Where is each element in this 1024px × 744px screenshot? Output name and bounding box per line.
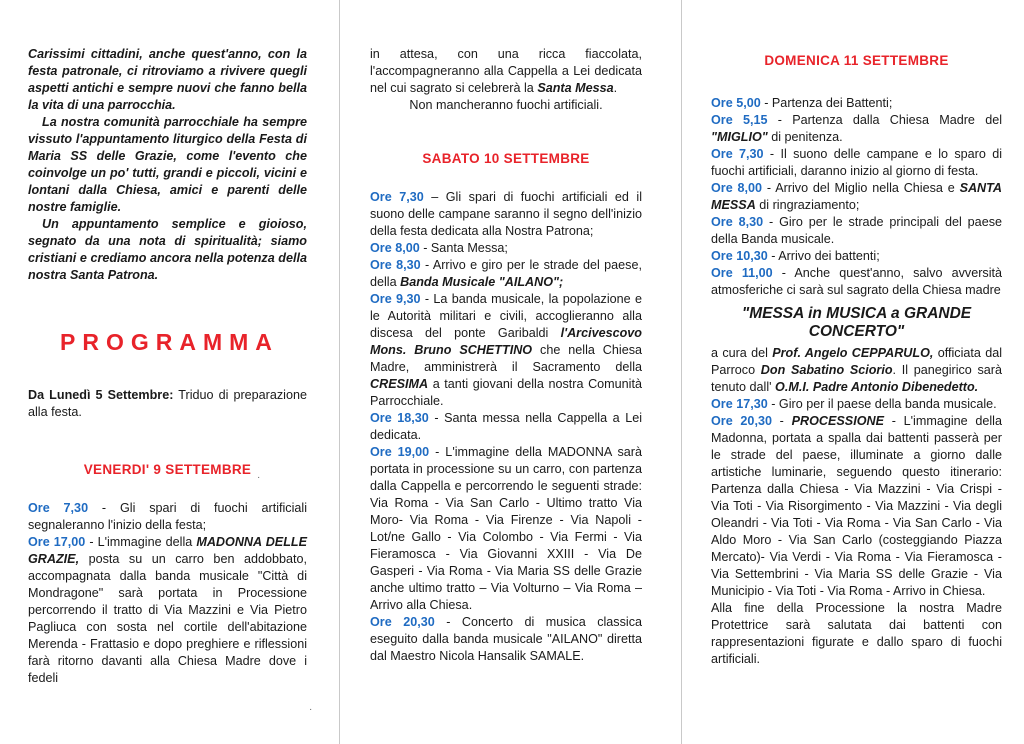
concert-description <box>711 345 1002 396</box>
program-lead <box>28 387 307 421</box>
event-text: di penitenza. <box>767 130 843 144</box>
column-middle <box>370 0 642 665</box>
saturday-event-7 <box>370 614 642 665</box>
event-highlight: Santa Messa <box>537 81 614 95</box>
event-text: - Arrivo del Miglio nella Chiesa e <box>762 181 960 195</box>
event-time: Ore 19,00 <box>370 445 430 459</box>
event-time: Ore 9,30 <box>370 292 421 306</box>
program-title: PROGRAMMA <box>60 329 279 355</box>
event-text: a tanti giovani della nostra Comunità Parrocchiale. <box>370 377 642 408</box>
event-time: Ore 18,30 <box>370 411 429 425</box>
friday-heading: VENERDI' 9 SETTEMBRE <box>83 462 252 477</box>
event-time: Ore 17,00 <box>28 535 86 549</box>
event-time: Ore 8,00 <box>711 181 763 195</box>
event-time: Ore 8,00 <box>370 241 420 255</box>
intro-paragraph-3: Un appuntamento semplice e gioioso, segnato da una nota di spiritualità; siamo cristiani e crediamo ancora nella potenza della nostra Santa Patrona. <box>28 217 307 282</box>
saturday-event-1 <box>370 189 642 240</box>
friday-event-1 <box>28 500 307 534</box>
sunday-event-3 <box>711 146 1002 180</box>
sunday-event-5 <box>711 214 1002 248</box>
fold-line-right <box>681 0 682 744</box>
event-text: - L'immagine della <box>85 535 197 549</box>
continuation-text: in attesa, con una ricca fiaccolata, l'accompagneranno alla Cappella a Lei dedicata nel cui sagrato si celebrerà la <box>370 47 642 95</box>
procession-continuation <box>370 46 642 97</box>
event-text: - Gli spari di fuochi artificiali segnaleranno l'inizio della festa; <box>28 501 307 532</box>
concert-text: a cura del <box>711 346 773 360</box>
event-text: - La banda musicale, la popolazione e le Autorità militari e civili, accoglieranno alla discesa del ponte Garibaldi <box>370 292 642 340</box>
event-time: Ore 10,30 <box>711 249 768 263</box>
column-right <box>711 0 1002 668</box>
event-text: - Santa Messa; <box>419 241 508 255</box>
fireworks-note: Non mancheranno fuochi artificiali. <box>409 98 603 112</box>
event-time: Ore 7,30 <box>28 501 89 515</box>
saturday-event-3 <box>370 257 642 291</box>
event-text: – Gli spari di fuochi artificiali ed il suono delle campane saranno il segno dell'inizio della festa dedicata alla Nostra Patrona; <box>370 190 642 238</box>
event-time: Ore 8,30 <box>370 258 421 272</box>
concert-text: . Il panegirico sarà tenuto dall' <box>711 363 1002 394</box>
saturday-event-4 <box>370 291 642 410</box>
lead-text: Triduo di preparazione alla festa. <box>28 388 307 419</box>
sunday-event-4 <box>711 180 1002 214</box>
event-highlight: MADONNA DELLE GRAZIE, <box>28 535 307 566</box>
friday-event-2 <box>28 534 307 687</box>
sunday-event-2 <box>711 112 1002 146</box>
event-time: Ore 5,00 <box>711 96 761 110</box>
lead-date: Da Lunedì 5 Settembre: <box>28 388 174 402</box>
concert-preacher: O.M.I. Padre Antonio Dibenedetto. <box>775 380 979 394</box>
event-text: - L'immagine della MADONNA sarà portata in processione su un carro, con partenza dalla Cappella e percorrendo le seguenti strade: Via Roma - Via San Carlo - Ultimo tratto Via Moro- Via Roma - Via Firenze - Via Napoli - Lot/ne Gallo - Via Colombo - Via Fermi - Via Fieramosca - Via Giovanni XXIII - Via De Gasperi - Via Roma - Via Maria SS delle Grazie anche ultimo tratto – Via Volturno – Via Roma – Arrivo alla Chiesa. <box>370 445 642 612</box>
concert-text: officiata dal Parroco <box>711 346 1003 377</box>
sunday-event-1 <box>711 95 1002 112</box>
concert-title: "MESSA in MUSICA a GRANDE CONCERTO" <box>741 305 972 340</box>
intro-paragraph-2: La nostra comunità parrocchiale ha sempre vissuto l'appuntamento liturgico della Festa di Maria SS delle Grazie, come l'evento che coinvolge un po' tutti, grandi e piccoli, vicini e lontani dalla Chiesa, amici e parenti delle nostre famiglie. <box>28 115 307 214</box>
event-text: - L'immagine della Madonna, portata a spalla dai battenti passerà per le strade del paese, illuminate a giorno dalle artistiche luminarie, seguendo questo itinerario: Partenza dalla Chiesa - Via Mazzini - Via Crispi - Via Toti - Via Risorgimento - Via Mazzini - Via degli Oleandri - Via Toti - Via Roma - Via San Carlo - Via Aldo Moro - Via San Carlo (costeggiando Piazza Mercato)- Via Verdi - Via Roma - Via Fieramosca - Via Settembrini - Via Maria SS delle Grazie - Via Municipio - Via Toti - Via Roma - Arrivo in Chiesa. <box>711 414 1002 598</box>
event-time: Ore 8,30 <box>711 215 764 229</box>
event-text: - Anche quest'anno, salvo avversità atmosferiche ci sarà sul sagrato della Chiesa madre <box>711 266 1002 297</box>
event-time: Ore 11,00 <box>711 266 773 280</box>
concert-director: Prof. Angelo CEPPARULO, <box>772 346 934 360</box>
event-text: - <box>771 414 792 428</box>
event-text: - Il suono delle campane e lo sparo di fuochi artificiali, daranno inizio al giorno di festa. <box>711 147 1002 178</box>
event-time: Ore 7,30 <box>711 147 764 161</box>
sunday-event-6 <box>711 248 1002 265</box>
saturday-event-2 <box>370 240 642 257</box>
saturday-heading: SABATO 10 SETTEMBRE <box>422 151 590 166</box>
print-speck: · <box>257 472 261 483</box>
saturday-event-6 <box>370 444 642 614</box>
event-highlight: l'Arcivescovo Mons. Bruno SCHETTINO <box>370 326 642 357</box>
event-highlight: SANTA MESSA <box>711 181 1003 212</box>
saturday-event-5 <box>370 410 642 444</box>
event-text: - Santa messa nella Cappella a Lei dedicata. <box>370 411 642 442</box>
event-highlight: CRESIMA <box>370 377 429 391</box>
event-time: Ore 7,30 <box>370 190 424 204</box>
continuation-end: . <box>613 81 618 95</box>
event-text: - Concerto di musica classica eseguito dalla banda musicale "AILANO" diretta dal Maestro Nicola Hansalik SAMALE. <box>370 615 642 663</box>
event-text: di ringraziamento; <box>755 198 860 212</box>
fold-line-left <box>339 0 340 744</box>
event-text: che nella Chiesa Madre, amministrerà il Sacramento della <box>370 343 642 374</box>
event-highlight: Banda Musicale "AILANO"; <box>400 275 564 289</box>
concert-priest: Don Sabatino Sciorio <box>760 363 893 377</box>
event-time: Ore 20,30 <box>711 414 772 428</box>
event-text: - Giro per le strade principali del paese della Banda musicale. <box>711 215 1002 246</box>
event-time: Ore 17,30 <box>711 397 768 411</box>
print-speck: · <box>309 704 313 715</box>
sunday-event-7 <box>711 265 1002 299</box>
sunday-event-8 <box>711 396 1002 413</box>
sunday-event-9 <box>711 413 1002 600</box>
event-text: - Partenza dalla Chiesa Madre del <box>767 113 1002 127</box>
sunday-heading: DOMENICA 11 SETTEMBRE <box>764 53 949 68</box>
column-left <box>28 0 307 687</box>
event-text: - Arrivo dei battenti; <box>767 249 880 263</box>
event-highlight: "MIGLIO" <box>711 130 768 144</box>
event-text: posta su un carro ben addobbato, accompagnata dalla banda musicale "Città di Mondragone" sarà portata in Processione percorrendo il tratto di Via Mazzini e Via Pietro Pagliuca con sosta nel cortile dell'abitazione Merenda - Frattasio e dopo preghiere e riflessioni farà ritorno davanti alla Chiesa Madre dove i fedeli <box>28 552 307 685</box>
intro-letter <box>28 46 307 284</box>
closing-paragraph: Alla fine della Processione la nostra Madre Protettrice sarà salutata dai battenti con rappresentazioni figurate e dallo sparo di fuochi artificiali. <box>711 601 1002 666</box>
event-highlight: PROCESSIONE <box>791 414 884 428</box>
intro-paragraph-1: Carissimi cittadini, anche quest'anno, con la festa patronale, ci ritroviamo a rivivere quegli aspetti antichi e sempre nuovi che fanno bella la vita di una parrocchia. <box>28 47 307 112</box>
event-text: - Arrivo e giro per le strade del paese, della <box>370 258 642 289</box>
event-time: Ore 5,15 <box>711 113 768 127</box>
event-text: - Giro per il paese della banda musicale. <box>767 397 997 411</box>
event-text: - Partenza dei Battenti; <box>760 96 893 110</box>
event-time: Ore 20,30 <box>370 615 435 629</box>
